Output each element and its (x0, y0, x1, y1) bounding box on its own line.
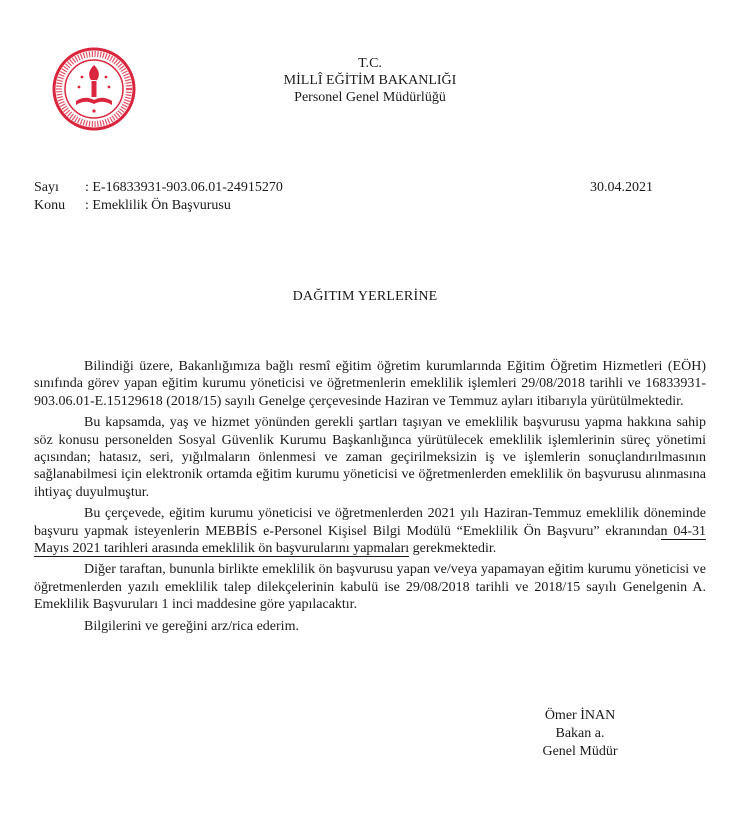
sayi-value: : E-16833931-903.06.01-24915270 (85, 180, 283, 195)
konu-label: Konu (34, 198, 66, 213)
konu-value: : Emeklilik Ön Başvurusu (85, 198, 231, 213)
ministry-seal-icon (52, 47, 136, 131)
subject-line (34, 197, 231, 214)
paragraph-1: Bilindiği üzere, Bakanlığımıza bağlı resmî eğitim öğretim kurumlarında Eğitim Öğretim Hizmetleri (EÖH) sınıfında görev yapan eğitim kurumu yöneticisi ve öğretmenlerin emeklilik işlemleri 29/08/2018 tarihli ve 16833931-903.06.01-E.15129618 (2018/15) sayılı Genelge çerçevesinde Haziran ve Temmuz ayları itibarıyla yürütülmektedir. (34, 359, 706, 409)
reference-number (34, 179, 283, 196)
underlined-deadline: n 04-31 Mayıs 2021 tarihleri arasında emeklilik ön başvurularını yapmaları (34, 523, 706, 557)
signer-title-1: Bakan a. (555, 726, 605, 741)
header-ministry: MİLLÎ EĞİTİM BAKANLIĞI (283, 73, 457, 88)
document-date: 30.04.2021 (590, 180, 653, 195)
sayi-label: Sayı (34, 180, 59, 195)
paragraph-3 (34, 505, 706, 557)
header-department: Personel Genel Müdürlüğü (294, 90, 446, 105)
signer-name: Ömer İNAN (544, 708, 616, 723)
letter-body (34, 358, 706, 639)
signer-title-2: Genel Müdür (542, 744, 618, 759)
header-country: T.C. (358, 56, 382, 71)
paragraph-3-text: Bu çerçevede, eğitim kurumu yöneticisi ve öğretmenlerden 2021 yılı Haziran-Temmuz emeklilik döneminde başvuru yapmak isteyenlerin MEBBİS e-Personel Kişisel Bilgi Modülü “Emeklilik Ön Başvuru” ekranında (34, 506, 706, 539)
paragraph-2: Bu kapsamda, yaş ve hizmet yönünden gerekli şartları taşıyan ve emeklilik başvurusu yapma hakkına sahip söz konusu personelden Sosyal Güvenlik Kurumu Başkanlığınca yürütülecek emeklilik işlemlerinin süreç yönetimi açısından; hatasız, seri, yığılmaların önlenmesi ve zaman geçirilmeksizin iş ve işlemlerin sonuçlandırılmasının sağlanabilmesi için elektronik ortamda eğitim kurumu yöneticisi ve öğretmenlerden emeklilik ön başvurusu alınmasına ihtiyaç duyulmuştur. (34, 415, 706, 500)
paragraph-3-end: gerekmektedir. (409, 541, 497, 557)
recipient-heading: DAĞITIM YERLERİNE (292, 289, 438, 304)
signature-block (520, 707, 640, 761)
paragraph-4: Diğer taraftan, bununla birlikte emeklilik ön başvurusu yapan ve/veya yapamayan eğitim kurumu yöneticisi ve öğretmenlerden yazılı emeklilik talep dilekçelerinin kabulü ise 29/08/2018 tarihli ve 2018/15 sayılı Genelgenin A. Emeklilik Başvuruları 1 inci maddesine göre yapılacaktır. (34, 562, 706, 613)
letterhead (230, 55, 510, 106)
paragraph-5: Bilgilerini ve gereğini arz/rica ederim. (84, 618, 299, 634)
